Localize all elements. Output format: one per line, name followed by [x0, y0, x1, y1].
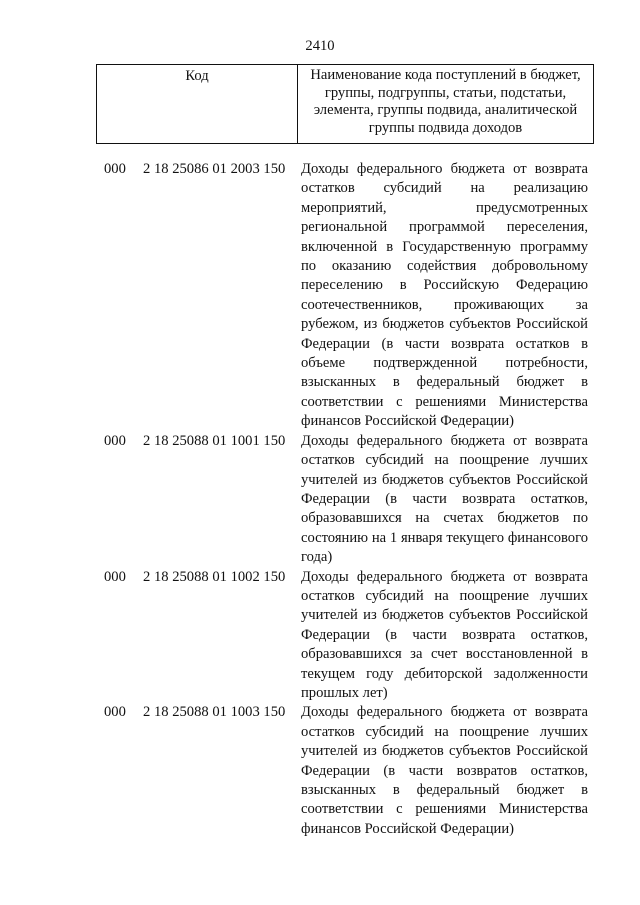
revenue-description: Доходы федерального бюджета от возврата остатков субсидий на реализацию мероприятий, предусмотренных региональной программой переселения, включенной в Государственную программу по оказанию содействия добровольному переселению в Российскую Федерацию соотечественников, проживающих за рубежом, из бюджетов субъектов Российской Федерации (в части возврата остатков в объеме подтвержденной потребности, взысканных в федеральный бюджет в соответствии с решениями Министерства финансов Российской Федерации): [301, 161, 588, 430]
table-row: [0, 568, 640, 704]
revenue-code: 2 18 25088 01 1003 150: [143, 704, 286, 721]
revenue-description: Доходы федерального бюджета от возврата остатков субсидий на поощрение лучших учителей из бюджетов субъектов Российской Федерации (в части возврата остатков, образовавшихся на счетах бюджетов по состоянию на 1 января текущего финансового года): [301, 432, 588, 566]
page-number: 2410: [305, 38, 335, 54]
admin-code: 000: [104, 704, 126, 721]
revenue-code-list: [0, 160, 640, 839]
admin-code: 000: [104, 568, 126, 585]
admin-code: 000: [104, 161, 126, 177]
table-row: [0, 432, 640, 568]
admin-code: 000: [104, 432, 126, 449]
header-name-column: Наименование кода поступлений в бюджет, группы, подгруппы, статьи, подстатьи, элемента, группы подвида, аналитической группы подвида доходов: [310, 67, 581, 136]
revenue-description: Доходы федерального бюджета от возврата остатков субсидий на поощрение лучших учителей из бюджетов субъектов Российской Федерации (в части возвратов остатков, взысканных в федеральный бюджет в соответствии с решениями Министерства финансов Российской Федерации): [301, 704, 588, 837]
revenue-code: 2 18 25088 01 1002 150: [143, 568, 286, 585]
revenue-code: 2 18 25088 01 1001 150: [143, 432, 286, 449]
table-header: [96, 64, 594, 144]
revenue-code: 2 18 25086 01 2003 150: [143, 161, 286, 177]
revenue-description: Доходы федерального бюджета от возврата остатков субсидий на поощрение лучших учителей из бюджетов субъектов Российской Федерации (в части возврата остатков, образовавшихся за счет восстановленной в текущем году дебиторской задолженности прошлых лет): [301, 568, 588, 701]
table-row: [0, 703, 640, 839]
table-row: [0, 160, 640, 432]
header-code-column: Код: [97, 65, 298, 143]
